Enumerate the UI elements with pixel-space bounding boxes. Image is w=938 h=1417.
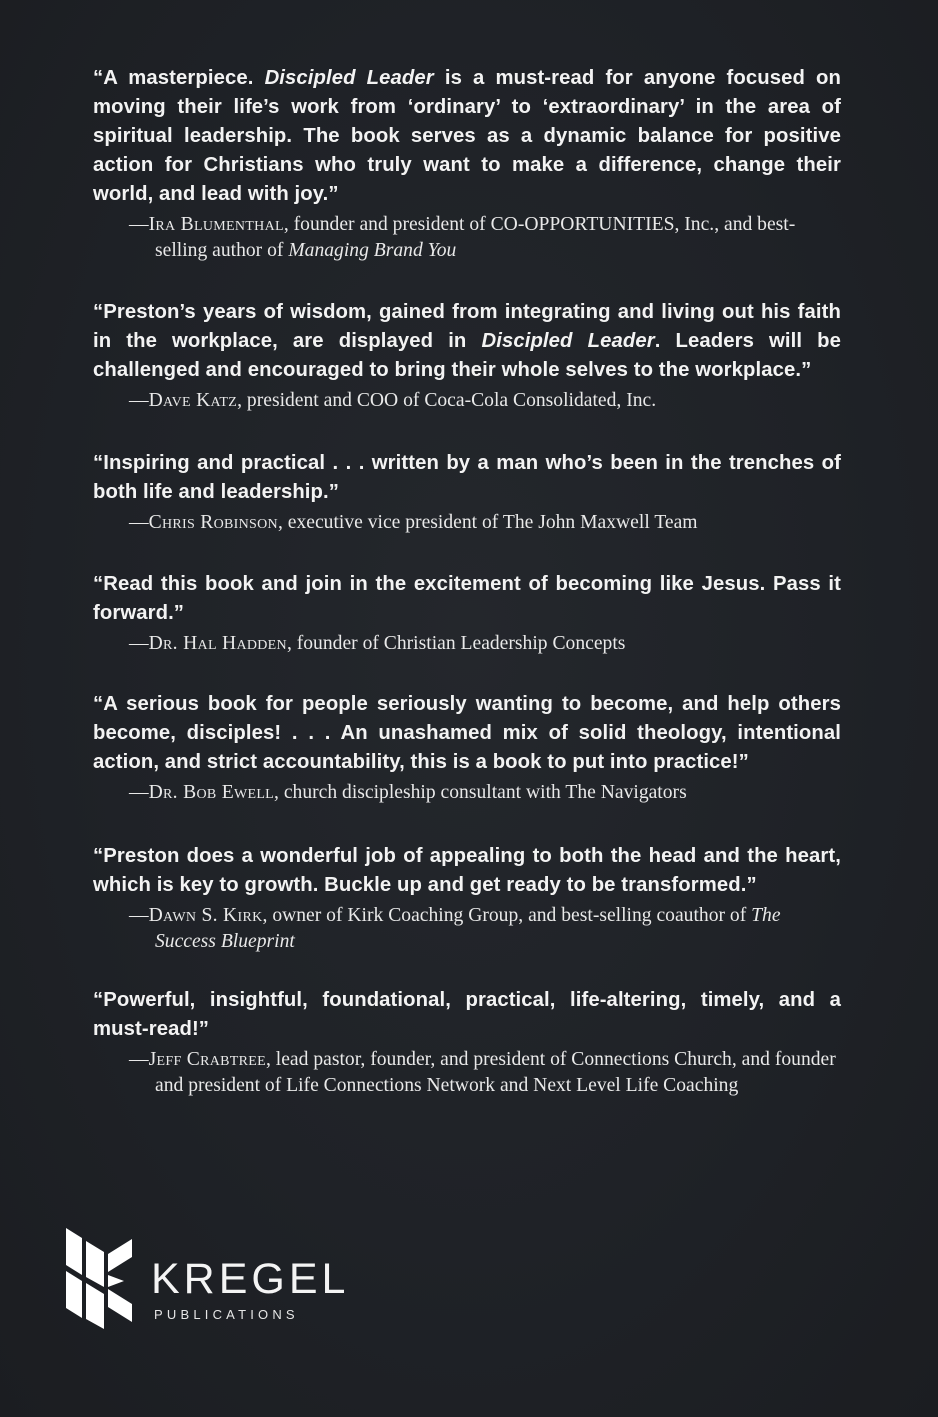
endorsement-6 (93, 842, 841, 955)
kregel-k-logo-icon (64, 1225, 134, 1333)
publisher-subtitle: PUBLICATIONS (154, 1307, 299, 1322)
endorsement-attribution: —Jeff Crabtree, lead pastor, founder, and president of Connections Church, and founder and president of Life Connections Network and Next Level Life Coaching (129, 1049, 836, 1096)
endorser-name: Dawn S. Kirk (148, 905, 263, 926)
endorsement-quote: “A serious book for people seriously wanting to become, and help others become, disciples! . . . An unashamed mix of solid theology, intentional action, and strict accountability, this is a book to put into practice!” (93, 693, 841, 773)
endorser-name: Dave Katz (148, 390, 238, 411)
endorsement-3 (93, 449, 841, 536)
endorsement-quote: “Read this book and join in the excitement of becoming like Jesus. Pass it forward.” (93, 573, 841, 624)
endorser-name: Ira Blumenthal (148, 214, 284, 235)
endorser-name: Dr. Hal Hadden (148, 633, 287, 654)
endorsement-quote: “Inspiring and practical . . . written by a man who’s been in the trenches of both life and leadership.” (93, 452, 841, 503)
endorsement-attribution: —Dawn S. Kirk, owner of Kirk Coaching Group, and best-selling coauthor of The Success Blueprint (129, 905, 781, 952)
book-title: The Success Blueprint (155, 905, 781, 952)
publisher-logo (64, 1225, 364, 1335)
endorser-name: Chris Robinson (148, 512, 278, 533)
endorsement-attribution: —Chris Robinson, executive vice president of The John Maxwell Team (129, 512, 698, 533)
endorsement-1 (93, 64, 841, 264)
endorsement-5 (93, 690, 841, 806)
endorsement-2 (93, 298, 841, 414)
endorsement-quote: “A masterpiece. Discipled Leader is a must-read for anyone focused on moving their life’s work from ‘ordinary’ to ‘extraordinary’ in the area of spiritual leadership. The book serves as a dynamic balance for positive action for Christians who truly want to make a difference, change their world, and lead with joy.” (93, 67, 841, 205)
endorsement-quote: “Powerful, insightful, foundational, practical, life-altering, timely, and a must-read!” (93, 989, 841, 1040)
endorsement-4 (93, 570, 841, 657)
publisher-name: KREGEL (151, 1255, 350, 1303)
endorsement-attribution: —Dr. Hal Hadden, founder of Christian Leadership Concepts (129, 633, 626, 654)
endorsement-7 (93, 986, 841, 1099)
endorsement-attribution: —Dr. Bob Ewell, church discipleship consultant with The Navigators (129, 782, 687, 803)
endorsement-quote: “Preston’s years of wisdom, gained from integrating and living out his faith in the workplace, are displayed in Discipled Leader. Leaders will be challenged and encouraged to bring their whole selves to the workplace.” (93, 301, 841, 381)
endorsement-attribution: —Dave Katz, president and COO of Coca-Cola Consolidated, Inc. (129, 390, 657, 411)
endorser-name: Jeff Crabtree (148, 1049, 266, 1070)
endorsement-attribution: —Ira Blumenthal, founder and president of CO-OPPORTUNITIES, Inc., and best-selling author of Managing Brand You (129, 214, 796, 261)
endorser-name: Dr. Bob Ewell (148, 782, 275, 803)
endorsement-quote: “Preston does a wonderful job of appealing to both the head and the heart, which is key to growth. Buckle up and get ready to be transformed.” (93, 845, 841, 896)
book-title: Managing Brand You (288, 240, 457, 261)
